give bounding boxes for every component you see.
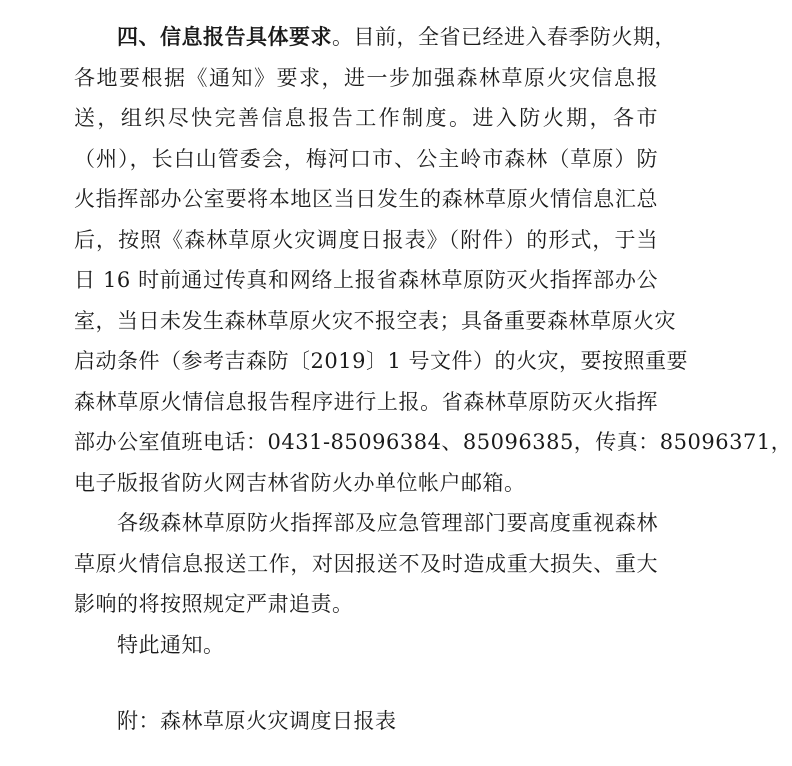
section4-line-10: 森林草原火情信息报告程序进行上报。省森林草原防灭火指挥 [74,390,658,414]
section4-line-6: 后，按照《森林草原火灾调度日报表》（附件）的形式，于当 [74,228,658,252]
section4-line-3: 送，组织尽快完善信息报告工作制度。进入防火期，各市 [74,106,658,130]
paragraph2-line-3: 影响的将按照规定严肃追责。 [74,592,354,616]
section4-line-5: 火指挥部办公室要将本地区当日发生的森林草原火情信息汇总 [74,187,658,211]
section4-line-12: 电子版报省防火网吉林省防火办单位帐户邮箱。 [74,471,526,495]
paragraph2-line-2: 草原火情信息报送工作，对因报送不及时造成重大损失、重大 [74,552,658,576]
section4-line-8: 室，当日未发生森林草原火灾不报空表；具备重要森林草原火灾 [74,309,676,333]
paragraph2-line-1: 各级森林草原防火指挥部及应急管理部门要高度重视森林 [117,511,658,535]
closing-text: 特此通知。 [117,633,225,657]
section4-line-9: 启动条件（参考吉森防〔2019〕1 号文件）的火灾，要按照重要 [74,349,688,373]
section4-line-1-text: 。目前，全省已经进入春季防火期， [332,25,676,49]
attachment-note: 附：森林草原火灾调度日报表 [117,709,397,733]
section4-line-2: 各地要根据《通知》要求，进一步加强森林草原火灾信息报 [74,66,658,90]
section4-line-7: 日 16 时前通过传真和网络上报省森林草原防灭火指挥部办公 [74,268,658,292]
section4-line-4: （州），长白山管委会，梅河口市、公主岭市森林（草原）防 [74,147,658,171]
section4-line-11: 部办公室值班电话：0431-85096384、85096385，传真：85096371， [74,430,792,454]
section4-heading: 四、信息报告具体要求 [117,25,332,49]
section4-line-1 [117,22,676,52]
